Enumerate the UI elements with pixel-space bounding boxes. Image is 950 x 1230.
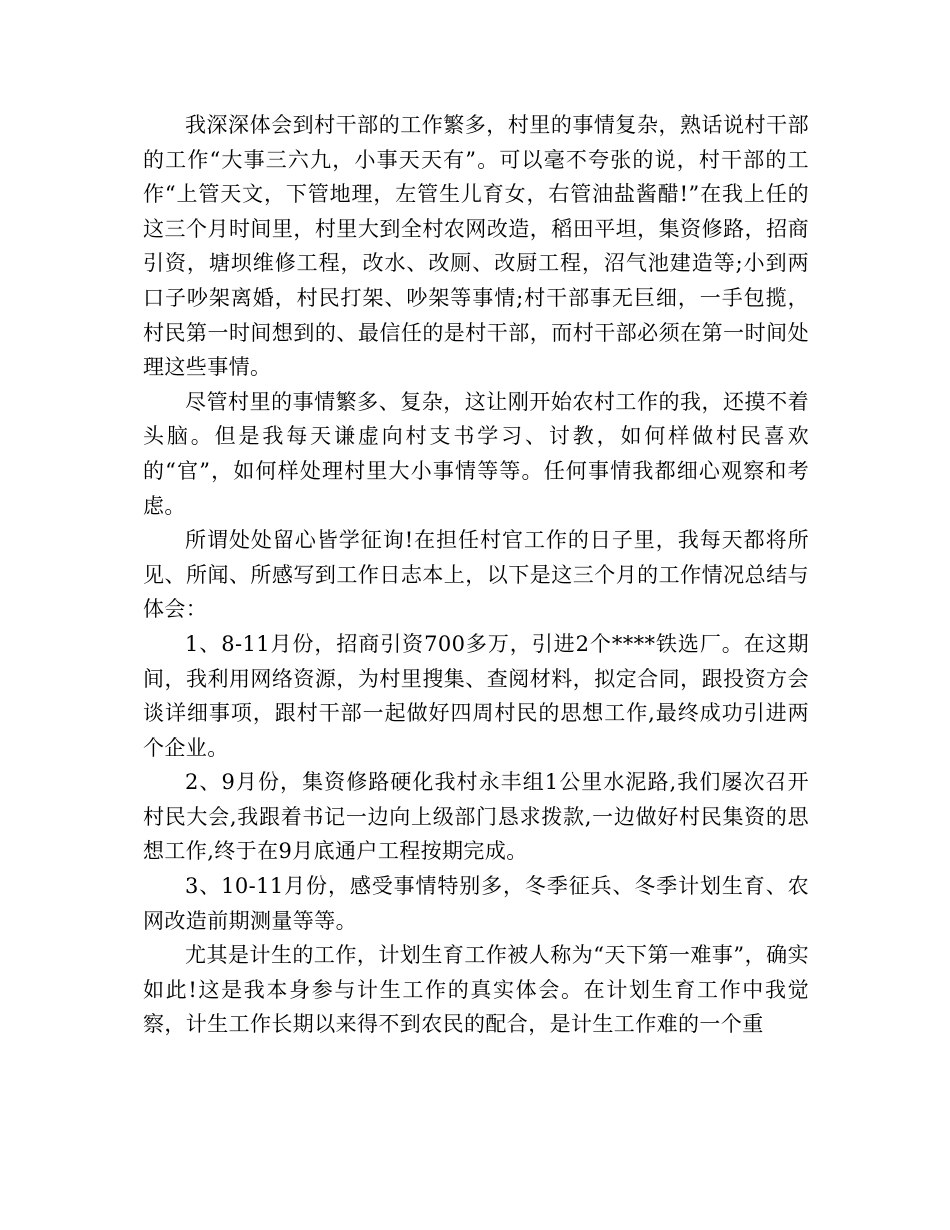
paragraph-work-log-intro: 所谓处处留心皆学征询!在担任村官工作的日子里，我每天都将所见、所闻、所感写到工作日志本上，以下是这三个月的工作情况总结与体会： [143, 528, 809, 622]
paragraph-family-planning: 尤其是计生的工作，计划生育工作被人称为“天下第一难事”，确实如此!这是我本身参与计生工作的真实体会。在计划生育工作中我觉察，计生工作长期以来得不到农民的配合，是计生工作难的一个重 [143, 943, 809, 1037]
paragraph-item-3-winter-work: 3、10-11月份，感受事情特别多，冬季征兵、冬季计划生育、农网改造前期测量等等。 [143, 874, 809, 933]
paragraph-learning-attitude: 尽管村里的事情繁多、复杂，这让刚开始农村工作的我，还摸不着头脑。但是我每天谦虚向村支书学习、讨教，如何样做村民喜欢的“官”，如何样处理村里大小事情等等。任何事情我都细心观察和考虑。 [143, 389, 809, 518]
body-text [143, 108, 809, 1042]
paragraph-item-2-road: 2、9月份，集资修路硬化我村永丰组1公里水泥路,我们屡次召开村民大会,我跟着书记一边向上级部门恳求拨款,一边做好村民集资的思想工作,终于在9月底通户工程按期完成。 [143, 770, 809, 864]
paragraph-item-1-investment: 1、8-11月份，招商引资700多万，引进2个****铁选厂。在这期间，我利用网络资源，为村里搜集、查阅材料，拟定合同，跟投资方会谈详细事项，跟村干部一起做好四周村民的思想工作,最终成功引进两个企业。 [143, 631, 809, 760]
paragraph-village-cadre-work: 我深深体会到村干部的工作繁多，村里的事情复杂，熟话说村干部的工作“大事三六九，小事天天有”。可以毫不夸张的说，村干部的工作“上管天文，下管地理，左管生儿育女，右管油盐酱醋!”在我上任的这三个月时间里，村里大到全村农网改造，稻田平坦，集资修路，招商引资，塘坝维修工程，改水、改厕、改厨工程，沼气池建造等;小到两口子吵架离婚，村民打架、吵架等事情;村干部事无巨细，一手包揽，村民第一时间想到的、最信任的是村干部，而村干部必须在第一时间处理这些事情。 [143, 113, 809, 380]
